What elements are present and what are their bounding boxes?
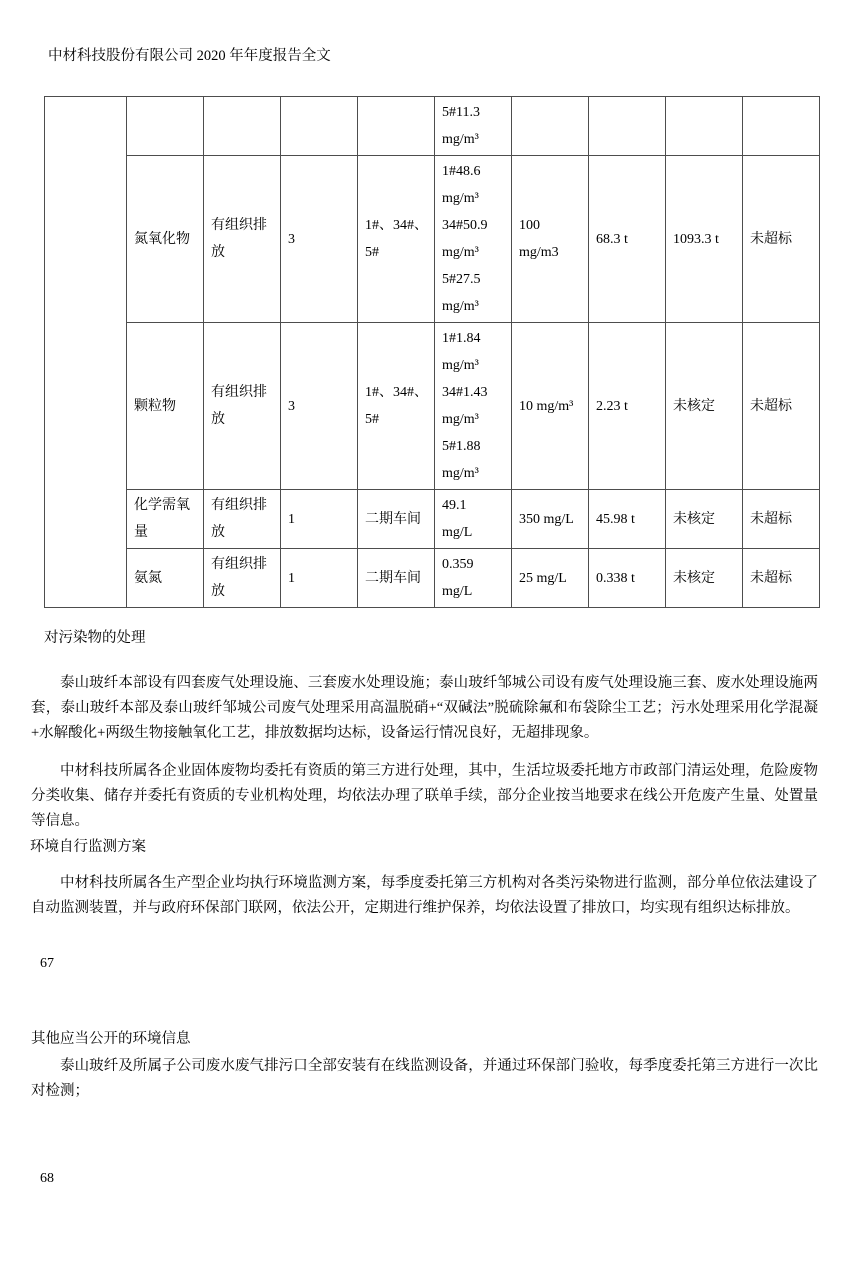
table-cell — [666, 97, 743, 156]
row-cod — [45, 490, 820, 549]
row-particulates — [45, 323, 820, 490]
table-cell — [127, 97, 204, 156]
table-cell: 1#、34#、 5# — [358, 156, 435, 323]
document-header: 中材科技股份有限公司 2020 年年度报告全文 — [48, 48, 331, 64]
emissions-table — [44, 96, 820, 608]
table-cell: 3 — [281, 156, 358, 323]
table-cell: 氨氮 — [127, 549, 204, 608]
table-cell: 未超标 — [743, 156, 820, 323]
self-monitoring-heading: 环境自行监测方案 — [30, 839, 146, 855]
treatment-paragraph-2: 中材科技所属各企业固体废物均委托有资质的第三方进行处理，其中，生活垃圾委托地方市政部门清运处理，危险废物分类收集、储存并委托有资质的专业机构处理，均依法办理了联单手续，部分企业按当地要求在线公开危废产生量、处置量等信息。 — [31, 763, 818, 829]
table-cell — [358, 97, 435, 156]
table-cell: 有组织排 放 — [204, 323, 281, 490]
table-cell: 49.1 mg/L — [435, 490, 512, 549]
other-environment-info-paragraph: 泰山玻纤及所属子公司废水废气排污口全部安装有在线监测设备，并通过环保部门验收，每季度委托第三方进行一次比对检测； — [31, 1058, 818, 1099]
table-cell: 未超标 — [743, 490, 820, 549]
table-cell: 0.338 t — [589, 549, 666, 608]
table-cell: 有组织排 放 — [204, 549, 281, 608]
table-cell: 颗粒物 — [127, 323, 204, 490]
table-cell: 1#48.6 mg/m³ 34#50.9 mg/m³ 5#27.5 mg/m³ — [435, 156, 512, 323]
table-cell: 3 — [281, 323, 358, 490]
table-cell: 未核定 — [666, 323, 743, 490]
table-cell: 1#1.84 mg/m³ 34#1.43 mg/m³ 5#1.88 mg/m³ — [435, 323, 512, 490]
merged-empty-cell — [45, 97, 127, 608]
table-cell: 1 — [281, 549, 358, 608]
table-cell: 有组织排 放 — [204, 490, 281, 549]
table-cell: 350 mg/L — [512, 490, 589, 549]
table-cell — [512, 97, 589, 156]
row-ammonia-nitrogen — [45, 549, 820, 608]
row-continued — [45, 97, 820, 156]
table-cell: 100 mg/m3 — [512, 156, 589, 323]
table-cell — [743, 97, 820, 156]
table-cell: 68.3 t — [589, 156, 666, 323]
table-cell: 1 — [281, 490, 358, 549]
table-cell: 未超标 — [743, 549, 820, 608]
table-cell: 10 mg/m³ — [512, 323, 589, 490]
table-cell: 2.23 t — [589, 323, 666, 490]
table-cell: 二期车间 — [358, 490, 435, 549]
table-cell: 1#、34#、 5# — [358, 323, 435, 490]
page-number-68: 68 — [40, 1171, 54, 1186]
table-cell: 25 mg/L — [512, 549, 589, 608]
table-cell — [589, 97, 666, 156]
table-cell: 二期车间 — [358, 549, 435, 608]
table-cell: 1093.3 t — [666, 156, 743, 323]
table-cell: 0.359 mg/L — [435, 549, 512, 608]
table-cell: 化学需氧 量 — [127, 490, 204, 549]
table-cell — [281, 97, 358, 156]
table-cell: 氮氧化物 — [127, 156, 204, 323]
self-monitoring-paragraph: 中材科技所属各生产型企业均执行环境监测方案，每季度委托第三方机构对各类污染物进行监测，部分单位依法建设了自动监测装置，并与政府环保部门联网，依法公开，定期进行维护保养，均依法设置了排放口，均实现有组织达标排放。 — [31, 875, 818, 916]
treatment-paragraph-1: 泰山玻纤本部设有四套废气处理设施、三套废水处理设施；泰山玻纤邹城公司设有废气处理设施三套、废水处理设施两套，泰山玻纤本部及泰山玻纤邹城公司废气处理采用高温脱硝+“双碱法”脱硫除氟和布袋除尘工艺；污水处理采用化学混凝+水解酸化+两级生物接触氧化工艺，排放数据均达标，设备运行情况良好，无超排现象。 — [31, 675, 818, 741]
treatment-heading: 对污染物的处理 — [44, 630, 146, 646]
page-number-67: 67 — [40, 956, 54, 971]
table-cell: 5#11.3 mg/m³ — [435, 97, 512, 156]
table-cell: 45.98 t — [589, 490, 666, 549]
other-environment-info-heading: 其他应当公开的环境信息 — [31, 1031, 191, 1047]
row-nitrogen-oxides — [45, 156, 820, 323]
table-cell: 未超标 — [743, 323, 820, 490]
table-cell: 未核定 — [666, 549, 743, 608]
table-cell — [204, 97, 281, 156]
emissions-table-body — [45, 97, 820, 608]
table-cell: 有组织排 放 — [204, 156, 281, 323]
table-cell: 未核定 — [666, 490, 743, 549]
